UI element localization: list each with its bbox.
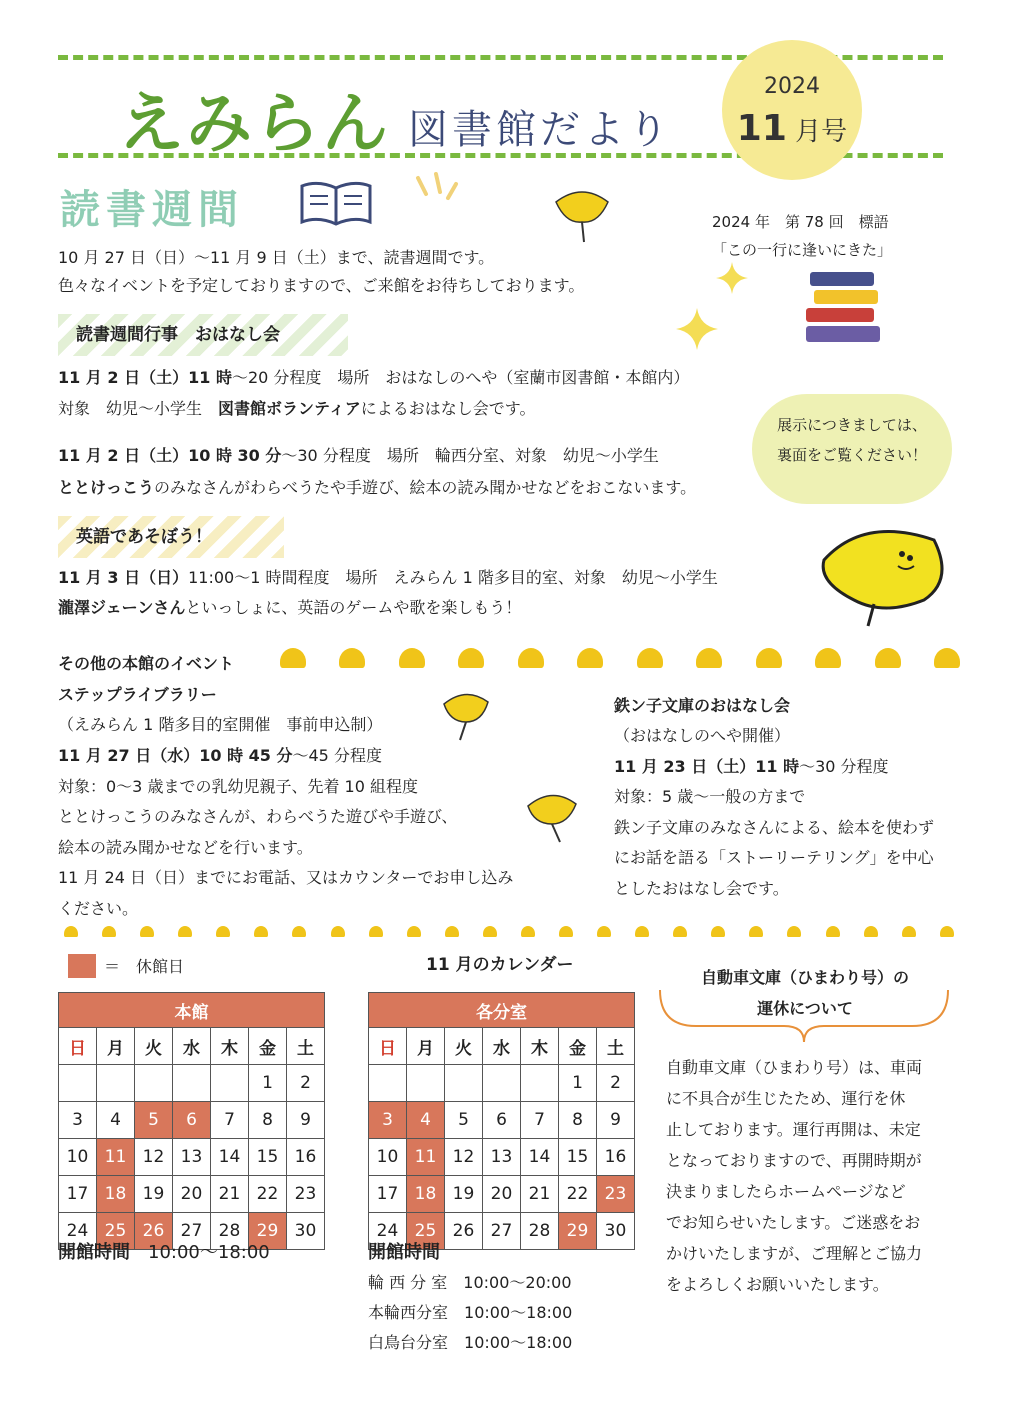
storytime-event1-line2: 対象 幼児～小学生 図書館ボランティアによるおはなし会です。: [58, 399, 536, 418]
calendar-day: 25: [407, 1213, 445, 1250]
calendar-day: 28: [521, 1213, 559, 1250]
bookmobile-body: [666, 1052, 922, 1300]
calendar-day: 19: [445, 1176, 483, 1213]
calendar-day: 13: [483, 1139, 521, 1176]
ginkgo-small-garland: [64, 926, 954, 937]
storytime-event2-line2: ととけっこうのみなさんがわらべうたや手遊び、絵本の読み聞かせなどをおこないます。: [58, 478, 697, 497]
masthead-subtitle: 図書館だより: [408, 107, 672, 153]
stacked-books-icon: [806, 272, 880, 342]
issue-badge: [722, 40, 862, 180]
step-line4: ととけっこうのみなさんが、わらべうた遊びや手遊び、: [58, 807, 458, 826]
calendar-day: 17: [59, 1176, 97, 1213]
slogan-line2: 「この一行に逢いにきた」: [712, 241, 893, 259]
reading-week-line2: 色々なイベントを予定しておりますので、ご来館をお待ちしております。: [58, 276, 585, 295]
main-calendar-header: 本館: [59, 993, 325, 1028]
ginkgo-leaf-icon: [826, 926, 840, 937]
calendar-day: [407, 1065, 445, 1102]
branch-calendar: [368, 992, 635, 1250]
calendar-day: 10: [369, 1139, 407, 1176]
calendar-day: 20: [173, 1176, 211, 1213]
other-events-heading: その他の本館のイベント: [58, 654, 235, 673]
calendar-day: 15: [249, 1139, 287, 1176]
issue-month: 11 月号: [736, 108, 848, 149]
step-library-title: ステップライブラリー: [58, 685, 217, 704]
calendar-day: 23: [287, 1176, 325, 1213]
ginkgo-leaf-icon: [280, 648, 306, 668]
ginkgo-leaf-icon: [552, 188, 612, 244]
calendar-day: 2: [597, 1065, 635, 1102]
closed-day-legend-swatch: [68, 954, 96, 978]
calendar-day: 7: [521, 1102, 559, 1139]
issue-year: 2024: [764, 74, 820, 99]
calendar-day: [521, 1065, 559, 1102]
ginkgo-leaf-icon: [875, 648, 901, 668]
sparkle-icon: [716, 262, 748, 294]
calendar-day: 16: [597, 1139, 635, 1176]
calendar-day: [135, 1065, 173, 1102]
ginkgo-leaf-icon: [749, 926, 763, 937]
calendar-day: [445, 1065, 483, 1102]
calendar-day: [59, 1065, 97, 1102]
ginkgo-leaf-icon: [696, 648, 722, 668]
step-line2: 11 月 27 日（水）10 時 45 分～45 分程度: [58, 746, 382, 765]
calendar-day: 20: [483, 1176, 521, 1213]
calendar-day: 18: [97, 1176, 135, 1213]
calendar-day: 24: [59, 1213, 97, 1250]
calendar-day: 14: [211, 1139, 249, 1176]
branch-time: 10:00～20:00: [463, 1273, 572, 1292]
reading-week-title: 読書週間: [60, 187, 244, 233]
weekday-header: 月: [407, 1028, 445, 1065]
ginkgo-leaf-icon: [216, 926, 230, 937]
ginkgo-leaf-icon: [940, 926, 954, 937]
storytime-event2-line1: 11 月 2 日（土）10 時 30 分～30 分程度 場所 輪西分室、対象 幼児～小学生: [58, 446, 659, 465]
calendar-day: 8: [249, 1102, 287, 1139]
calendar-day: 24: [369, 1213, 407, 1250]
english-line2: 瀧澤ジェーンさんといっしょに、英語のゲームや歌を楽しもう！: [58, 598, 522, 617]
calendar-day: 11: [97, 1139, 135, 1176]
branch-hours-label: 開館時間: [368, 1242, 440, 1263]
bubble-line1: 展示につきましては、: [777, 416, 927, 434]
tetsunko-line6: としたおはなし会です。: [614, 879, 789, 898]
ginkgo-leaf-icon: [756, 648, 782, 668]
calendar-day: 26: [135, 1213, 173, 1250]
ginkgo-leaf-icon: [597, 926, 611, 937]
branch-name: 白鳥台分室: [368, 1333, 449, 1352]
weekday-header: 金: [249, 1028, 287, 1065]
branch-hours-row: [368, 1268, 572, 1298]
reading-week-line1: 10 月 27 日（日）～11 月 9 日（土）まで、読書週間です。: [58, 248, 495, 267]
weekday-header: 木: [211, 1028, 249, 1065]
calendar-day: 21: [521, 1176, 559, 1213]
calendar-day: 9: [597, 1102, 635, 1139]
calendar-day: 19: [135, 1176, 173, 1213]
english-line1: 11 月 3 日（日）11:00～1 時間程度 場所 えみらん 1 階多目的室、対象 幼児～小学生: [58, 568, 718, 587]
calendar-day: 21: [211, 1176, 249, 1213]
calendar-day: 1: [249, 1065, 287, 1102]
main-hours: 開館時間 10:00～18:00: [58, 1242, 270, 1263]
ginkgo-mascot-icon: [814, 520, 954, 630]
branch-time: 10:00～18:00: [464, 1303, 573, 1322]
ginkgo-leaf-icon: [331, 926, 345, 937]
ginkgo-leaf-icon: [369, 926, 383, 937]
storytime-event1-line1: 11 月 2 日（土）11 時～20 分程度 場所 おはなしのへや（室蘭市図書館・本館内）: [58, 368, 690, 387]
bookmobile-title2: 運休について: [757, 999, 853, 1018]
bookmobile-line: に不具合が生じたため、運行を休: [666, 1089, 906, 1108]
ginkgo-leaf-icon: [637, 648, 663, 668]
weekday-header: 水: [173, 1028, 211, 1065]
calendar-day: 25: [97, 1213, 135, 1250]
ginkgo-leaf-icon: [339, 648, 365, 668]
ginkgo-leaf-icon: [254, 926, 268, 937]
ginkgo-leaf-icon: [559, 926, 573, 937]
weekday-header: 木: [521, 1028, 559, 1065]
ginkgo-leaf-icon: [711, 926, 725, 937]
calendar-day: 14: [521, 1139, 559, 1176]
ginkgo-leaf-icon: [524, 790, 580, 844]
ginkgo-leaf-icon: [521, 926, 535, 937]
bookmobile-line: 決まりましたらホームページなど: [666, 1182, 906, 1201]
ginkgo-leaf-icon: [102, 926, 116, 937]
calendar-day: 10: [59, 1139, 97, 1176]
calendar-day: [483, 1065, 521, 1102]
calendar-day: 7: [211, 1102, 249, 1139]
tetsunko-line5: にお話を語る「ストーリーテリング」を中心: [614, 848, 934, 867]
calendar-day: 18: [407, 1176, 445, 1213]
ginkgo-leaf-icon: [458, 648, 484, 668]
bookmobile-line: 止しております。運行再開は、未定: [666, 1120, 921, 1139]
calendar-day: 30: [597, 1213, 635, 1250]
calendar-day: 5: [445, 1102, 483, 1139]
calendar-day: 12: [445, 1139, 483, 1176]
weekday-header: 日: [59, 1028, 97, 1065]
step-line3: 対象：0～3 歳までの乳幼児親子、先着 10 組程度: [58, 777, 418, 796]
step-line7: ください。: [58, 899, 139, 918]
storytime-heading: 読書週間行事 おはなし会: [58, 314, 348, 356]
calendar-day: 3: [59, 1102, 97, 1139]
calendar-day: 23: [597, 1176, 635, 1213]
tetsunko-line2: 11 月 23 日（土）11 時～30 分程度: [614, 757, 889, 776]
calendar-day: 30: [287, 1213, 325, 1250]
calendar-day: 3: [369, 1102, 407, 1139]
tetsunko-title: 鉄ン子文庫のおはなし会: [614, 696, 791, 715]
ginkgo-leaf-icon: [440, 690, 492, 742]
weekday-header: 火: [445, 1028, 483, 1065]
calendar-day: 2: [287, 1065, 325, 1102]
sparkle-large-icon: [676, 308, 718, 350]
weekday-header: 土: [597, 1028, 635, 1065]
step-line6: 11 月 24 日（日）までにお電話、又はカウンターでお申し込み: [58, 868, 514, 887]
english-heading: 英語であそぼう！: [58, 516, 284, 558]
calendar-day: 15: [559, 1139, 597, 1176]
calendar-day: 26: [445, 1213, 483, 1250]
bookmobile-line: となっておりますので、再開時期が: [666, 1151, 922, 1170]
ginkgo-leaf-icon: [178, 926, 192, 937]
calendar-day: 12: [135, 1139, 173, 1176]
branch-calendar-header: 各分室: [369, 993, 635, 1028]
weekday-header: 土: [287, 1028, 325, 1065]
calendar-title: 11 月のカレンダー: [426, 955, 574, 975]
calendar-day: 6: [173, 1102, 211, 1139]
bracket-decoration: [656, 986, 952, 1044]
calendar-day: 27: [483, 1213, 521, 1250]
ginkgo-leaf-icon: [518, 648, 544, 668]
calendar-day: 29: [559, 1213, 597, 1250]
weekday-header: 日: [369, 1028, 407, 1065]
bookmobile-line: 自動車文庫（ひまわり号）は、車両: [666, 1058, 923, 1077]
weekday-header: 月: [97, 1028, 135, 1065]
calendar-day: 11: [407, 1139, 445, 1176]
calendar-day: 22: [249, 1176, 287, 1213]
ginkgo-garland: [280, 648, 960, 668]
calendar-day: 17: [369, 1176, 407, 1213]
ginkgo-leaf-icon: [815, 648, 841, 668]
calendar-day: 28: [211, 1213, 249, 1250]
step-line5: 絵本の読み聞かせなどを行います。: [58, 838, 313, 857]
calendar-day: 29: [249, 1213, 287, 1250]
tetsunko-line4: 鉄ン子文庫のみなさんによる、絵本を使わず: [614, 818, 935, 837]
ginkgo-leaf-icon: [635, 926, 649, 937]
calendar-day: 13: [173, 1139, 211, 1176]
notice-bubble: [752, 394, 952, 504]
tetsunko-line1: （おはなしのへや開催）: [614, 726, 791, 745]
branch-time: 10:00～18:00: [464, 1333, 573, 1352]
calendar-day: 9: [287, 1102, 325, 1139]
closed-day-legend-label: ＝ 休館日: [104, 957, 185, 976]
calendar-day: 5: [135, 1102, 173, 1139]
slogan-block: [712, 208, 892, 264]
ginkgo-leaf-icon: [399, 648, 425, 668]
calendar-day: [173, 1065, 211, 1102]
weekday-header: 火: [135, 1028, 173, 1065]
slogan-line1: 2024 年 第 78 回 標語: [712, 213, 889, 231]
bookmobile-line: かけいたしますが、ご理解とご協力: [666, 1244, 923, 1263]
sparkle-lines-icon: [412, 172, 468, 212]
calendar-day: 4: [97, 1102, 135, 1139]
ginkgo-leaf-icon: [445, 926, 459, 937]
ginkgo-leaf-icon: [902, 926, 916, 937]
ginkgo-leaf-icon: [864, 926, 878, 937]
calendar-day: 27: [173, 1213, 211, 1250]
bubble-line2: 裏面をご覧ください！: [776, 446, 927, 464]
ginkgo-leaf-icon: [673, 926, 687, 937]
bookmobile-line: をよろしくお願いいたします。: [666, 1275, 889, 1294]
weekday-header: 金: [559, 1028, 597, 1065]
ginkgo-leaf-icon: [292, 926, 306, 937]
tetsunko-line3: 対象：5 歳～一般の方まで: [614, 787, 806, 806]
branch-name: 本輪西分室: [368, 1303, 449, 1322]
calendar-day: [211, 1065, 249, 1102]
calendar-day: 16: [287, 1139, 325, 1176]
masthead-title: えみらん: [118, 85, 390, 162]
calendar-day: 8: [559, 1102, 597, 1139]
ginkgo-leaf-icon: [407, 926, 421, 937]
calendar-day: 6: [483, 1102, 521, 1139]
step-line1: （えみらん 1 階多目的室開催 事前申込制）: [58, 715, 383, 734]
branch-hours-row: [368, 1328, 572, 1358]
ginkgo-leaf-icon: [140, 926, 154, 937]
branch-hours-row: [368, 1298, 572, 1328]
bookmobile-line: でお知らせいたします。ご迷惑をお: [666, 1213, 921, 1232]
calendar-day: [369, 1065, 407, 1102]
calendar-day: 4: [407, 1102, 445, 1139]
calendar-day: 1: [559, 1065, 597, 1102]
bookmobile-title1: 自動車文庫（ひまわり号）の: [700, 968, 909, 987]
ginkgo-leaf-icon: [787, 926, 801, 937]
ginkgo-leaf-icon: [483, 926, 497, 937]
ginkgo-leaf-icon: [577, 648, 603, 668]
calendar-day: 22: [559, 1176, 597, 1213]
branch-name: 輪 西 分 室: [368, 1273, 448, 1292]
ginkgo-leaf-icon: [934, 648, 960, 668]
branch-hours-list: [368, 1268, 572, 1358]
calendar-day: [97, 1065, 135, 1102]
ginkgo-leaf-icon: [64, 926, 78, 937]
open-book-icon: [298, 180, 374, 230]
main-library-calendar: [58, 992, 325, 1250]
weekday-header: 水: [483, 1028, 521, 1065]
